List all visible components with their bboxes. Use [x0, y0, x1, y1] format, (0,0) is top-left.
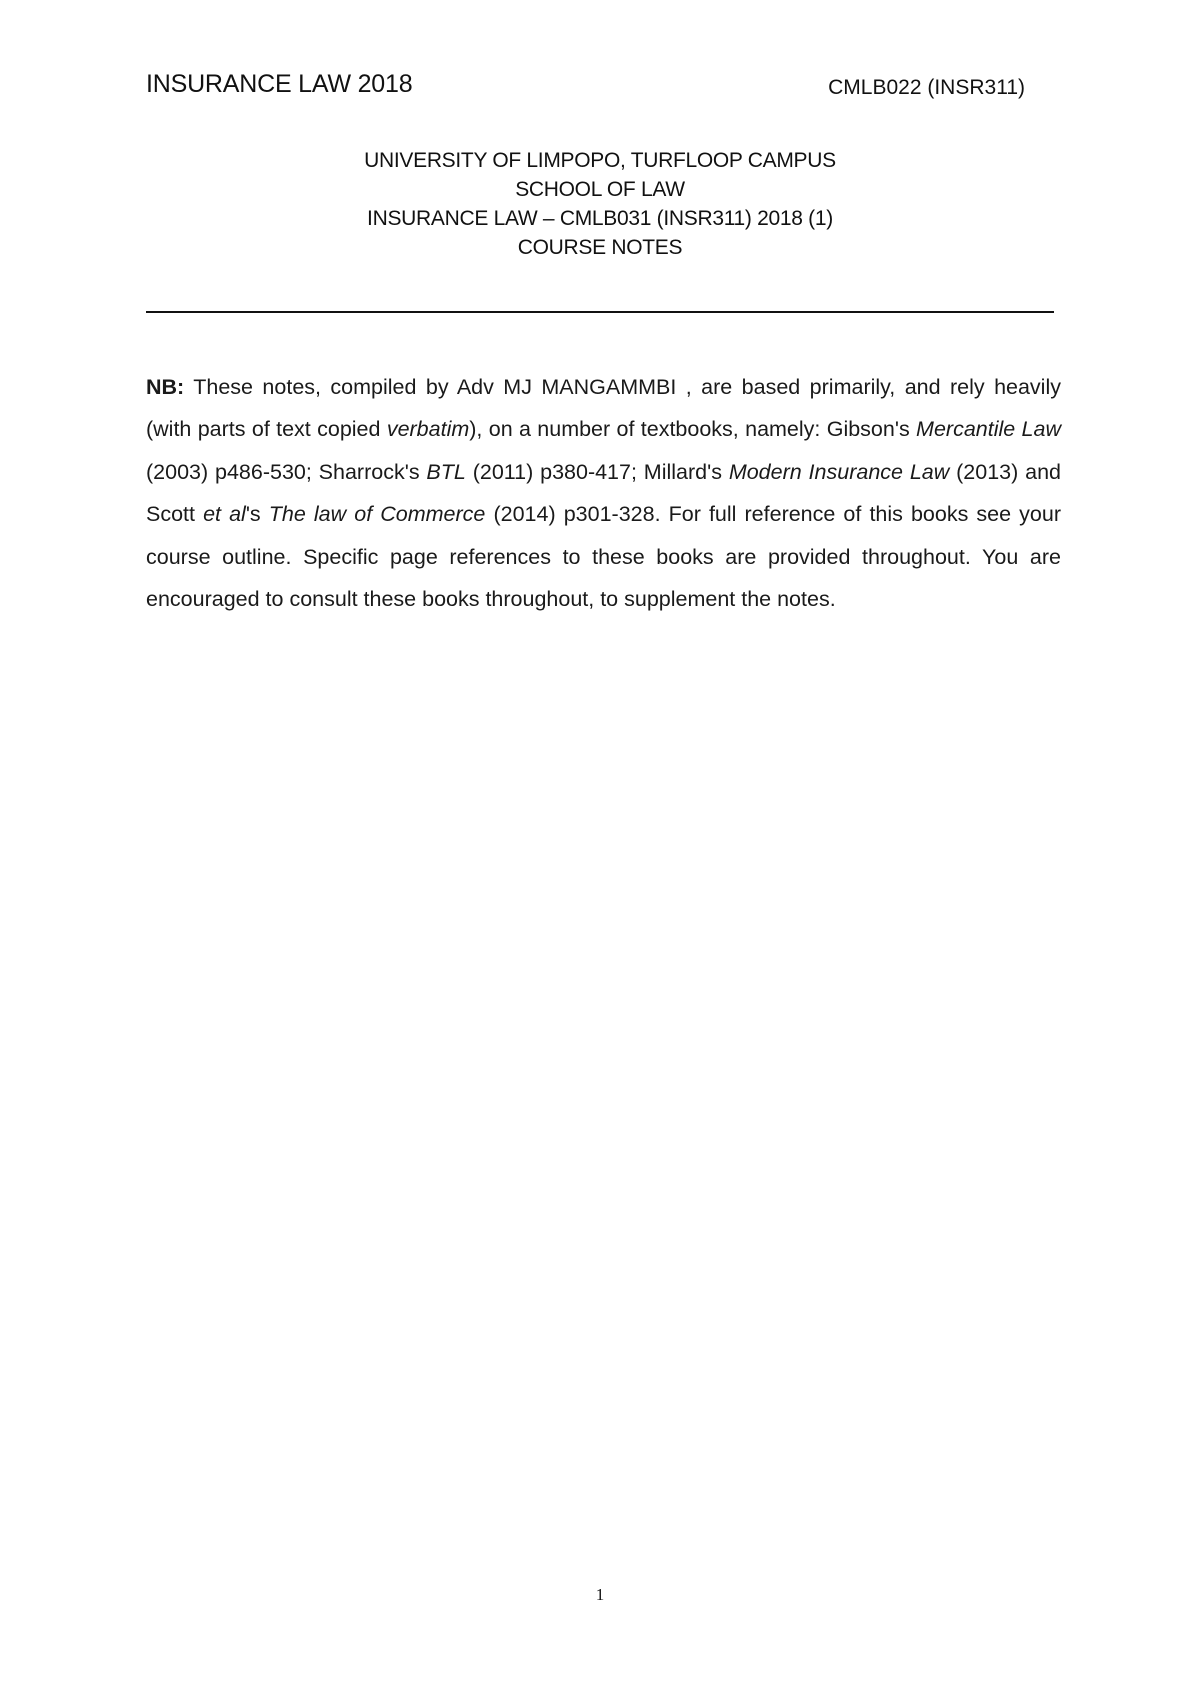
notes-text: (2013) and Scott [146, 459, 1061, 526]
notes-text: (2014) p301-328. For full reference of this books see your course outline. Specific page references to these books are provided throughout. You are encouraged to consult these books throughout, to supplement the notes. [146, 502, 1062, 611]
notes-italic: Modern Insurance Law [728, 459, 950, 484]
notes-text: (2011) p380-417; Millard's [465, 459, 729, 484]
notes-text: (2003) p486-530; Sharrock's [146, 459, 427, 484]
nb-label: NB: [146, 374, 185, 399]
title-school: SCHOOL OF LAW [515, 178, 685, 201]
page-number: 1 [595, 1585, 605, 1604]
notes-text: ), on a number of textbooks, namely: Gibson's [469, 417, 917, 441]
notes-italic: BTL [426, 459, 466, 484]
notes-text: 's [245, 502, 269, 526]
title-university: UNIVERSITY OF LIMPOPO, TURFLOOP CAMPUS [364, 149, 836, 172]
title-course: INSURANCE LAW – CMLB031 (INSR311) 2018 (1) [367, 207, 833, 230]
title-block [146, 146, 1054, 262]
header-course-code: CMLB022 (INSR311) [828, 76, 1025, 99]
nb-paragraph [146, 366, 1061, 621]
notes-italic: verbatim [386, 417, 470, 441]
header-course-title: INSURANCE LAW 2018 [146, 70, 413, 98]
notes-italic: The law of Commerce [268, 502, 486, 526]
horizontal-rule [146, 311, 1054, 313]
notes-text: These notes, compiled by Adv MJ MANGAMMBI , are based primarily, and rely heavily (with parts of text copied [146, 374, 1061, 441]
notes-italic: Mercantile Law [916, 417, 1061, 441]
notes-italic: et al [203, 502, 246, 526]
title-notes: COURSE NOTES [517, 236, 683, 259]
